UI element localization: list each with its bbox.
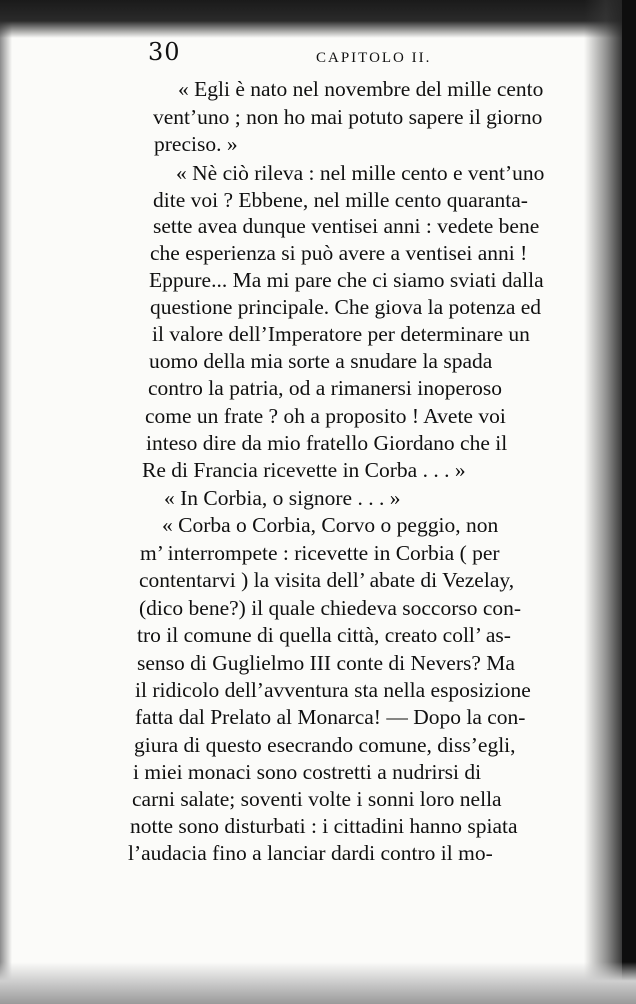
text-line: dite voi ? Ebbene, nel mille cento quaranta- xyxy=(153,188,528,212)
text-line: preciso. » xyxy=(154,132,238,156)
text-line: notte sono disturbati : i cittadini hanno spiata xyxy=(130,814,518,838)
running-title: CAPITOLO II. xyxy=(316,50,432,66)
text-line: inteso dire da mio fratello Giordano che il xyxy=(146,431,508,455)
scan-edge-bottom xyxy=(0,962,636,1004)
text-line: sette avea dunque ventisei anni : vedete bene xyxy=(153,214,540,238)
text-line: uomo della mia sorte a snudare la spada xyxy=(149,349,493,373)
text-line: « In Corbia, o signore . . . » xyxy=(164,486,401,510)
text-line: il valore dell’Imperatore per determinare un xyxy=(152,322,530,346)
text-line: come un frate ? oh a proposito ! Avete voi xyxy=(145,404,506,428)
text-line: « Egli è nato nel novembre del mille cento xyxy=(178,77,544,101)
text-line: carni salate; soventi volte i sonni loro nella xyxy=(132,787,502,811)
text-line: (dico bene?) il quale chiedeva soccorso con- xyxy=(139,596,522,620)
text-line: Re di Francia ricevette in Corba . . . » xyxy=(142,458,466,482)
scan-edge-right-band xyxy=(622,0,636,1004)
text-line: fatta dal Prelato al Monarca! — Dopo la con- xyxy=(135,705,526,729)
text-line: giura di questo esecrando comune, diss’egli, xyxy=(134,733,516,757)
scan-edge-left xyxy=(0,0,12,1004)
text-line: l’audacia fino a lanciar dardi contro il mo- xyxy=(128,841,493,865)
scan-edge-top xyxy=(0,0,636,38)
text-line: il ridicolo dell’avventura sta nella esposizione xyxy=(135,678,531,702)
text-line: m’ interrompete : ricevette in Corbia ( per xyxy=(140,541,500,565)
text-line: questione principale. Che giova la potenza ed xyxy=(150,295,542,319)
text-line: vent’uno ; non ho mai potuto sapere il giorno xyxy=(153,105,543,129)
page-number: 30 xyxy=(148,38,181,66)
text-line: i miei monaci sono costretti a nudrirsi di xyxy=(133,760,482,784)
text-line: contentarvi ) la visita dell’ abate di Vezelay, xyxy=(139,568,515,592)
text-line: che esperienza si può avere a ventisei anni ! xyxy=(150,241,528,265)
text-line: « Corba o Corbia, Corvo o peggio, non xyxy=(162,513,499,537)
text-line: tro il comune di quella città, creato coll’ as- xyxy=(137,623,511,647)
text-line: senso di Guglielmo III conte di Nevers? Ma xyxy=(137,651,515,675)
text-line: Eppure... Ma mi pare che ci siamo sviati dalla xyxy=(149,268,544,292)
text-line: « Nè ciò rileva : nel mille cento e vent’uno xyxy=(176,161,545,185)
text-line: contro la patria, od a rimanersi inoperoso xyxy=(148,376,503,400)
